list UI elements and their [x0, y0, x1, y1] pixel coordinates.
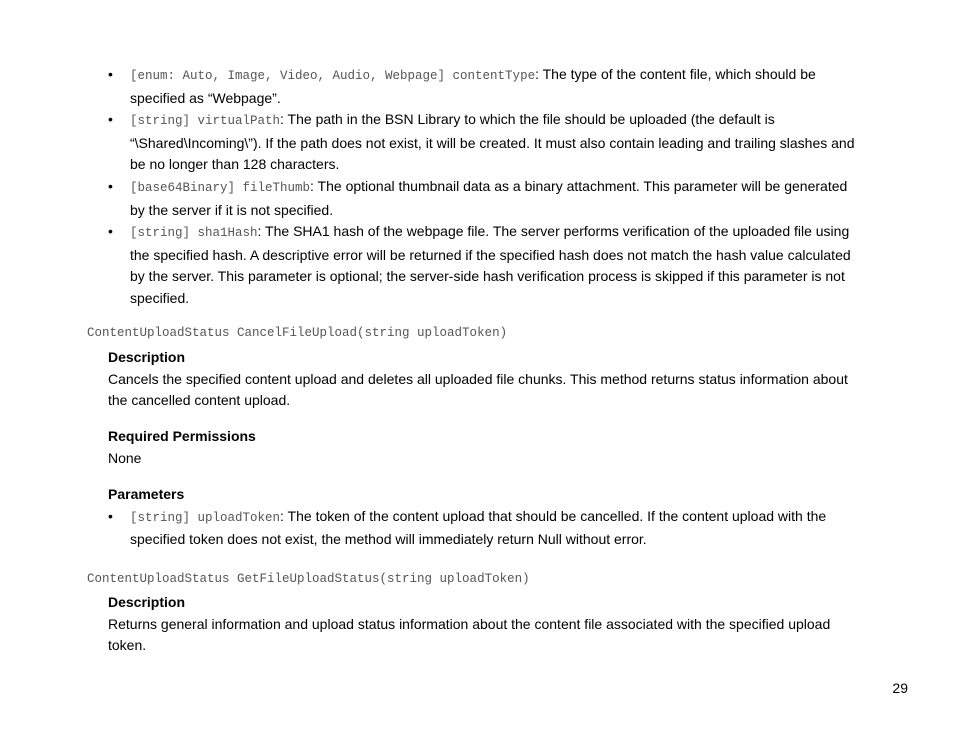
description-section [108, 347, 860, 412]
param-code: [string] sha1Hash [130, 226, 258, 241]
bullet-glyph: • [108, 111, 113, 128]
param-text: : The path in the BSN Library to which the file should be uploaded (the default is “\Shared\Incoming\”). If the path does not exist, it will be created. It must also contain leading and trailing slashes and be no longer than 128 characters. [130, 111, 855, 173]
param-text: : The token of the content upload that should be cancelled. If the content upload with the specified token does not exist, the method will immediately return Null without error. [130, 507, 827, 548]
list-item [108, 176, 858, 221]
permissions-heading: Required Permissions [108, 428, 256, 444]
param-code: [enum: Auto, Image, Video, Audio, Webpage] contentType [130, 69, 536, 83]
param-code: [string] uploadToken [130, 510, 281, 525]
list-item [108, 64, 858, 109]
parameter-bullet-list [108, 64, 858, 310]
param-text: : The SHA1 hash of the webpage file. The server performs verification of the uploaded file using the specified hash. A descriptive error will be returned if the specified hash does not match the hash value calculated by the server. This parameter is optional; the server-side hash verification process is skipped if this parameter is not specified. [130, 223, 851, 306]
param-code: [base64Binary] fileThumb [130, 180, 311, 195]
description-heading: Description [108, 349, 186, 365]
parameters-heading: Parameters [108, 486, 185, 502]
bullet-glyph: • [108, 223, 113, 240]
description-text: Cancels the specified content upload and deletes all uploaded file chunks. This method returns status information about the cancelled content upload. [108, 370, 848, 409]
bullet-glyph: • [108, 66, 113, 82]
description-heading: Description [108, 594, 186, 610]
bullet-glyph: • [108, 507, 113, 524]
page-number: 29 [892, 680, 908, 696]
bullet-glyph: • [108, 177, 113, 194]
method-signature: ContentUploadStatus CancelFileUpload(string uploadToken) [87, 326, 508, 340]
permissions-section [108, 426, 860, 469]
parameters-section [108, 484, 860, 551]
list-item [108, 506, 860, 551]
param-code: [string] virtualPath [130, 114, 281, 129]
permissions-text: None [108, 449, 142, 466]
description-text: Returns general information and upload status information about the content file associated with the specified upload token. [108, 615, 831, 654]
method-signature: ContentUploadStatus GetFileUploadStatus(string uploadToken) [87, 572, 530, 586]
description-section [108, 592, 860, 657]
param-text: : The type of the content file, which should be specified as “Webpage”. [130, 66, 816, 106]
list-item [108, 109, 858, 176]
list-item [108, 221, 858, 309]
param-text: : The optional thumbnail data as a binary attachment. This parameter will be generated by the server if it is not specified. [130, 177, 848, 218]
